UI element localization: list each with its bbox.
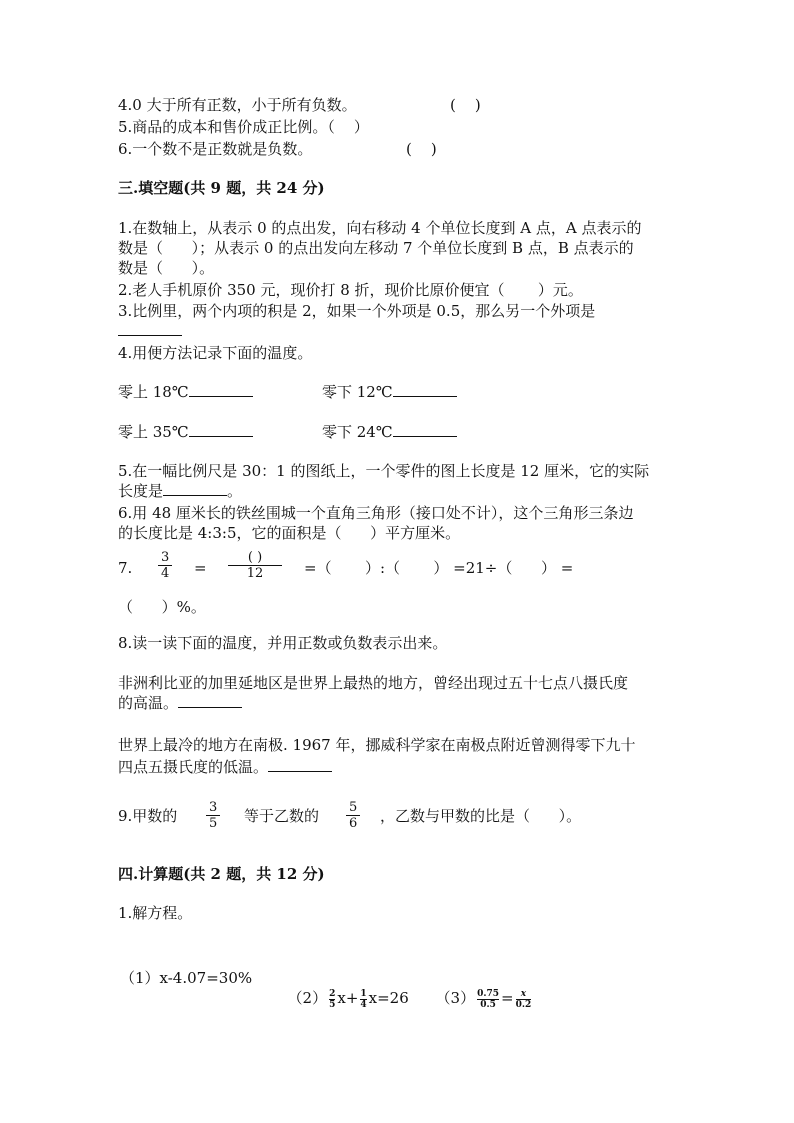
eq3-fraction-1: $\frac{0.75}{0.5}$ xyxy=(477,988,500,1010)
eq3-fraction-2: $\frac{x}{0.2}$ xyxy=(515,988,532,1010)
s3-q4-a: 零上 18℃ xyxy=(118,382,253,402)
answer-blank[interactable] xyxy=(268,757,332,772)
judge-q4-paren: ( ) xyxy=(450,96,481,114)
eq2-fraction-1: $\frac{2}{5}$ xyxy=(329,988,336,1010)
judge-q5: 5.商品的成本和售价成正比例。（ ） xyxy=(118,118,369,136)
s3-q3-blank xyxy=(118,321,182,341)
equation-1: （1）x-4.07=30% xyxy=(120,969,253,987)
answer-blank[interactable] xyxy=(178,693,242,708)
s3-q4: 4.用便方法记录下面的温度。 xyxy=(118,344,313,362)
s3-q8-a1: 非洲利比亚的加里延地区是世界上最热的地方，曾经出现过五十七点八摄氏度 xyxy=(118,674,629,692)
s3-q4-d: 零下 24℃ xyxy=(322,422,457,442)
q7-line2: （ ）%。 xyxy=(118,598,206,616)
s3-q6-line2: 的长度比是 4:3:5，它的面积是（ ）平方厘米。 xyxy=(118,524,461,542)
equation-2: （2） $\frac{2}{5}$ x+ $\frac{1}{4}$ x=26 xyxy=(287,988,409,1010)
s3-q8: 8.读一读下面的温度，并用正数或负数表示出来。 xyxy=(118,634,448,652)
judge-q6-paren: ( ) xyxy=(406,140,437,158)
answer-blank[interactable] xyxy=(393,382,457,397)
s3-q9-b: 等于乙数的 xyxy=(244,807,320,825)
q9-fraction-2: 5 6 xyxy=(346,800,360,831)
s3-q8-b2: 四点五摄氏度的低温。 xyxy=(118,757,332,777)
s3-q8-b1: 世界上最冷的地方在南极. 1967 年，挪威科学家在南极点附近曾测得零下九十 xyxy=(118,736,636,754)
s3-q1-line2: 数是（ ）；从表示 0 的点出发向左移动 7 个单位长度到 B 点，B 点表示的 xyxy=(118,239,634,257)
s3-q3-line1: 3.比例里，两个内项的积是 2，如果一个外项是 0.5，那么另一个外项是 xyxy=(118,302,596,320)
answer-blank[interactable] xyxy=(189,382,253,397)
section3-title: 三.填空题(共 9 题，共 24 分) xyxy=(118,179,325,197)
answer-blank[interactable] xyxy=(163,481,227,496)
q7-fraction-1: 3 4 xyxy=(158,550,172,581)
q7-fraction-2: ( ) 12 xyxy=(228,550,282,581)
s3-q2: 2.老人手机原价 350 元，现价打 8 折，现价比原价便宜（ ）元。 xyxy=(118,281,583,299)
q7-eq: = xyxy=(194,559,207,577)
q7-rest: =（ ）:（ ） =21÷（ ） = xyxy=(304,559,574,577)
answer-blank[interactable] xyxy=(393,422,457,437)
s3-q9-c: ，乙数与甲数的比是（ ）。 xyxy=(380,807,582,825)
judge-q6: 6.一个数不是正数就是负数。 xyxy=(118,140,313,158)
equation-3: （3） $\frac{0.75}{0.5}$ = $\frac{x}{0.2}$ xyxy=(435,988,532,1010)
s3-q1-line3: 数是（ ）。 xyxy=(118,259,215,277)
s3-q4-b: 零下 12℃ xyxy=(322,382,457,402)
s3-q6-line1: 6.用 48 厘米长的铁丝围城一个直角三角形（接口处不计），这个三角形三条边 xyxy=(118,504,634,522)
section4-title: 四.计算题(共 2 题，共 12 分) xyxy=(118,865,325,883)
s3-q5-line1: 5.在一幅比例尺是 30：1 的图纸上，一个零件的图上长度是 12 厘米，它的实际 xyxy=(118,462,650,480)
q9-fraction-1: 3 5 xyxy=(206,800,220,831)
s3-q1-line1: 1.在数轴上，从表示 0 的点出发，向右移动 4 个单位长度到 A 点，A 点表示的 xyxy=(118,219,642,237)
s3-q9-a: 9.甲数的 xyxy=(118,807,178,825)
s3-q8-a2: 的高温。 xyxy=(118,693,242,713)
s4-q1: 1.解方程。 xyxy=(118,904,193,922)
answer-blank[interactable] xyxy=(118,321,182,336)
s3-q7-num: 7. xyxy=(118,559,133,577)
s3-q5-line2: 长度是 。 xyxy=(118,482,243,500)
s3-q4-c: 零上 35℃ xyxy=(118,422,253,442)
eq2-fraction-2: $\frac{1}{4}$ xyxy=(360,988,367,1010)
answer-blank[interactable] xyxy=(189,422,253,437)
judge-q4: 4.0 大于所有正数，小于所有负数。 xyxy=(118,96,357,114)
